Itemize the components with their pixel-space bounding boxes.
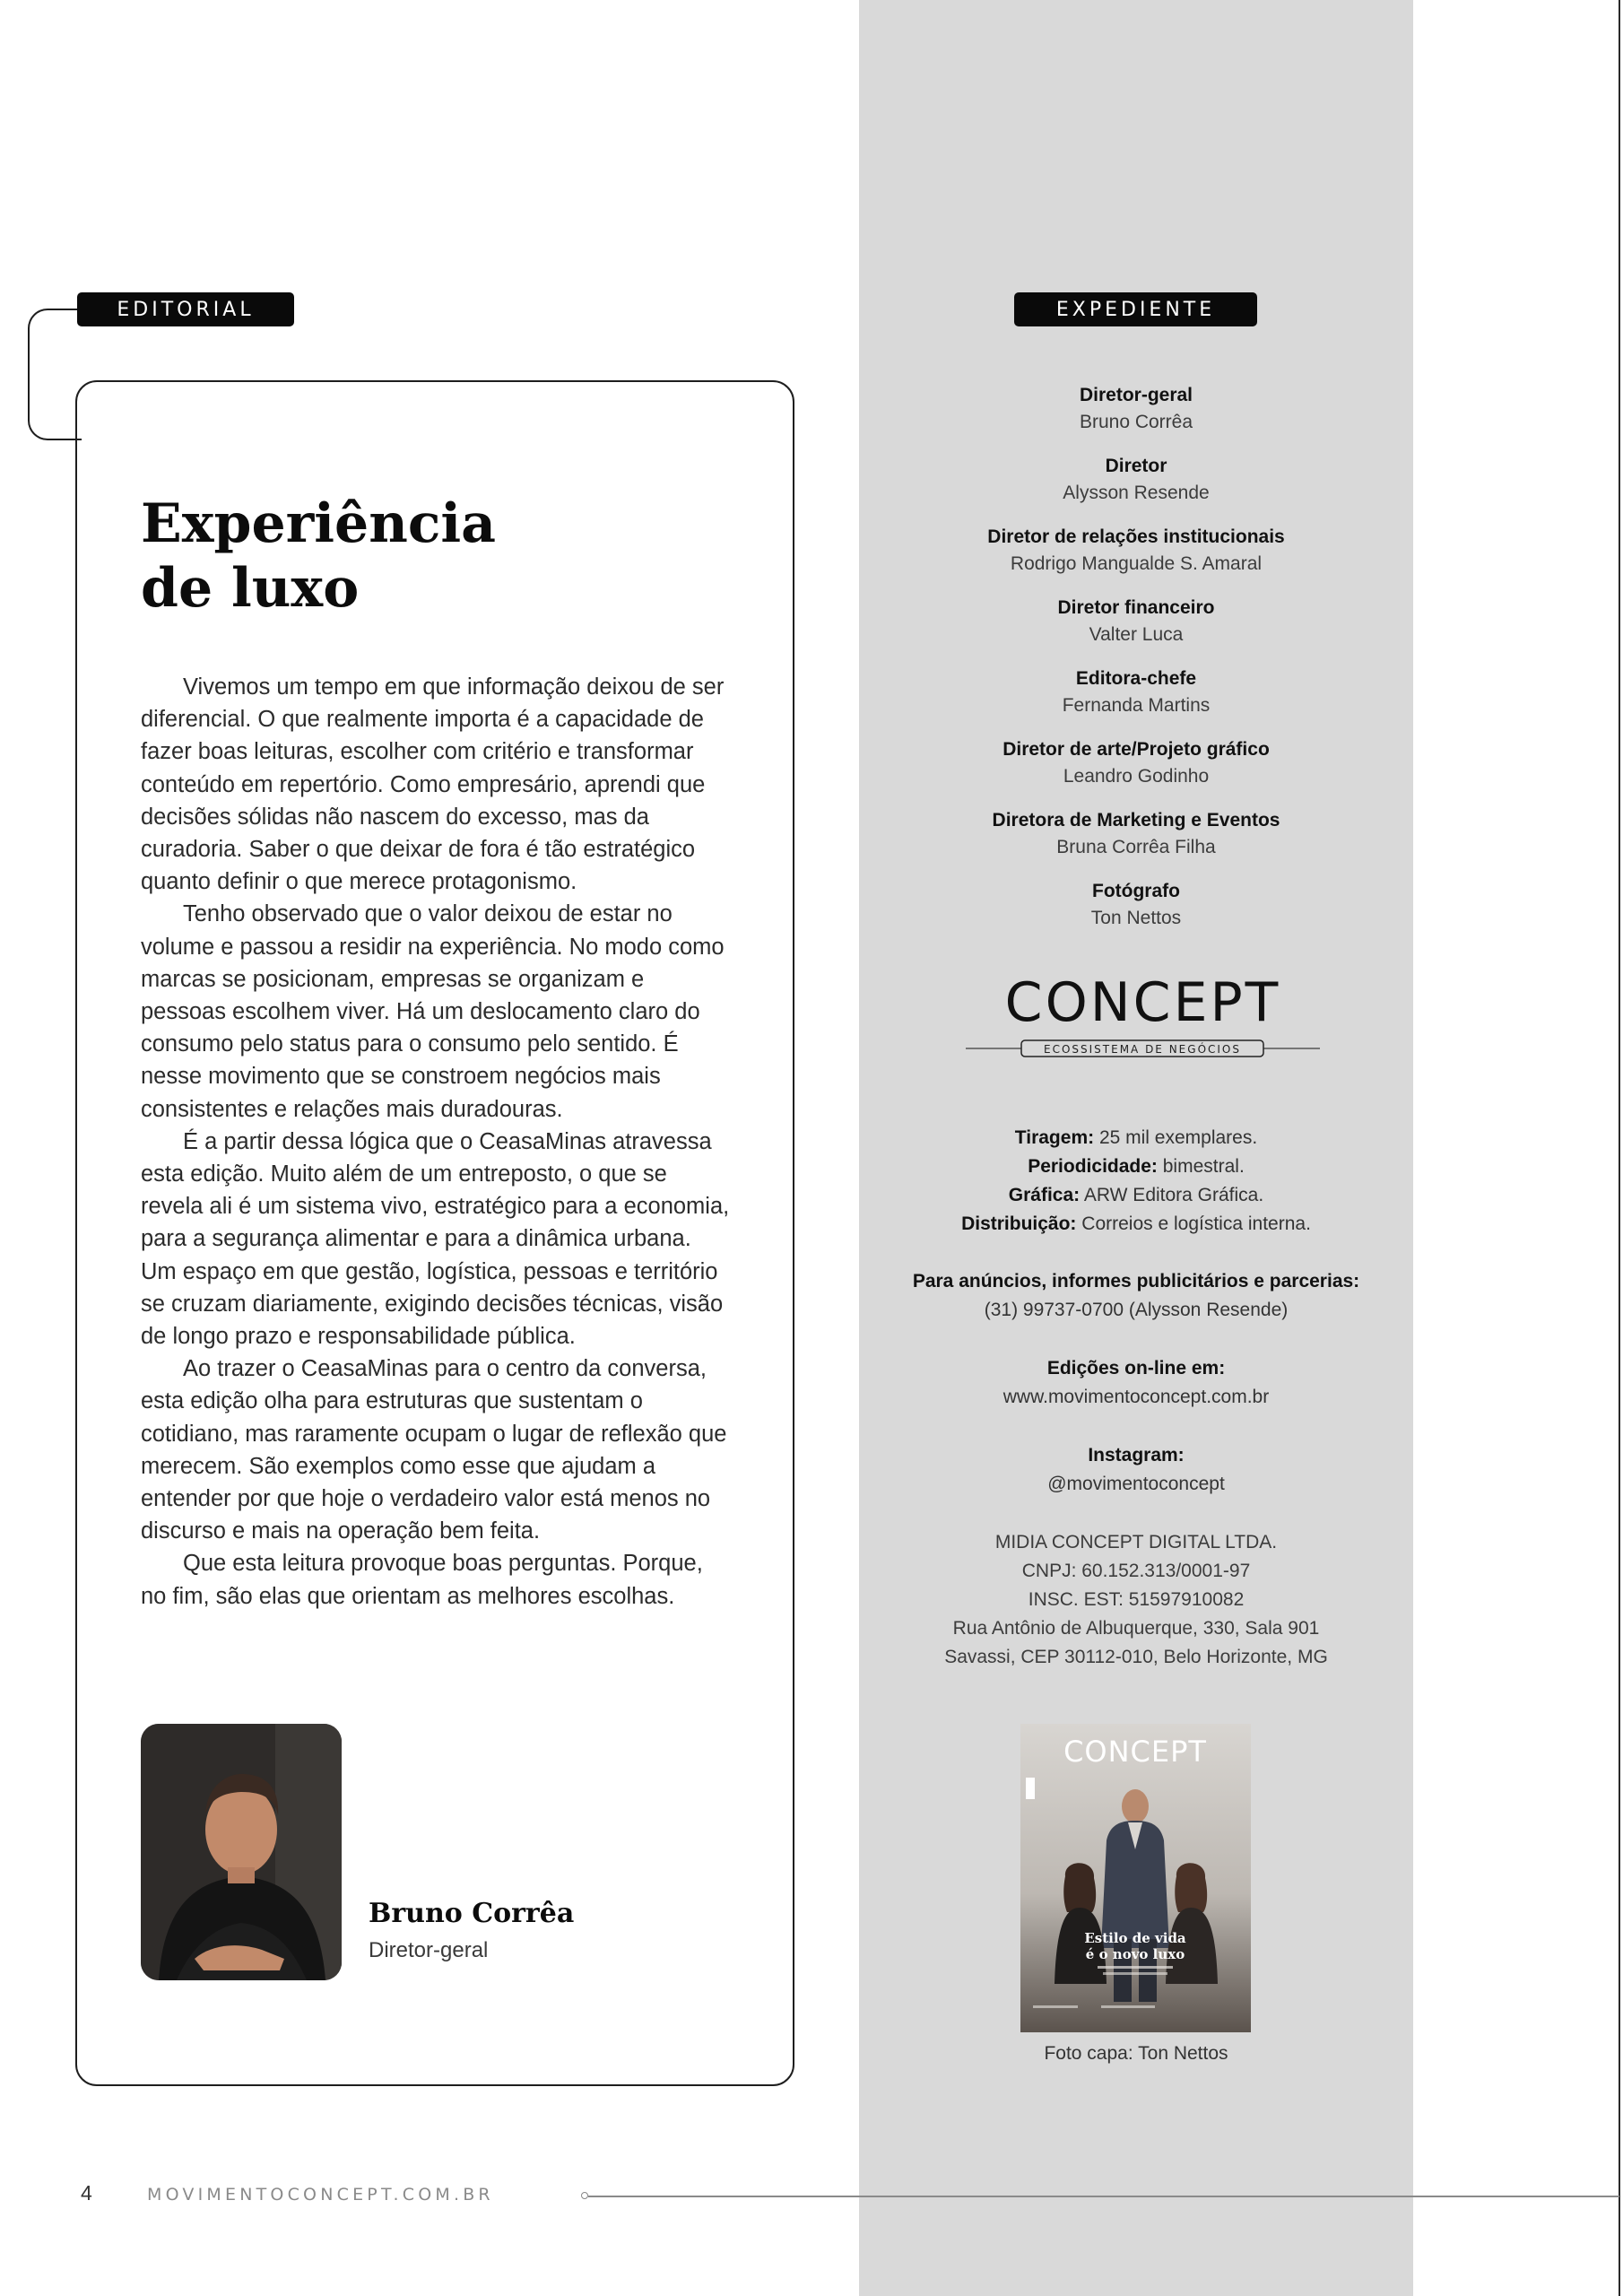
editorial-body xyxy=(141,671,733,1613)
credit-item xyxy=(859,878,1413,932)
instagram-block xyxy=(859,1441,1413,1499)
credit-person: Valter Luca xyxy=(1089,624,1184,645)
author-photo xyxy=(141,1724,342,1980)
company-line: CNPJ: 60.152.313/0001-97 xyxy=(1021,1561,1251,1581)
author-portrait-illustration xyxy=(141,1724,342,1980)
company-info xyxy=(859,1528,1413,1672)
editorial-bracket xyxy=(28,309,82,440)
cover-caption: Foto capa: Ton Nettos xyxy=(1044,2043,1228,2064)
page-number: 4 xyxy=(81,2181,92,2205)
footer-dot xyxy=(581,2192,588,2199)
editorial-title-line2: de luxo xyxy=(141,557,360,620)
publication-stats xyxy=(859,1124,1413,1239)
author-name: Bruno Corrêa xyxy=(369,1898,575,1929)
company-line: INSC. EST: 51597910082 xyxy=(1028,1589,1245,1610)
credit-role: Diretor de relações institucionais xyxy=(987,526,1285,547)
credit-person: Fernanda Martins xyxy=(1062,695,1211,716)
ads-label: Para anúncios, informes publicitários e parcerias: xyxy=(912,1271,1360,1292)
stat-value: ARW Editora Gráfica. xyxy=(1083,1185,1264,1205)
credit-person: Leandro Godinho xyxy=(1063,766,1210,787)
credit-item xyxy=(859,595,1413,648)
credit-role: Diretor financeiro xyxy=(1057,597,1215,618)
stat-label: Distribuição: xyxy=(961,1213,1077,1234)
online-editions xyxy=(859,1354,1413,1412)
credit-person: Bruna Corrêa Filha xyxy=(1056,837,1216,857)
company-line: Rua Antônio de Albuquerque, 330, Sala 901 xyxy=(952,1618,1320,1639)
credit-role: Diretor xyxy=(1105,456,1167,476)
credit-person: Rodrigo Mangualde S. Amaral xyxy=(1010,553,1263,574)
logo-subtext: ECOSSISTEMA DE NEGÓCIOS xyxy=(1043,1043,1242,1056)
company-line: Savassi, CEP 30112-010, Belo Horizonte, MG xyxy=(944,1647,1328,1667)
credit-item xyxy=(859,665,1413,719)
credit-person: Bruno Corrêa xyxy=(1079,412,1193,432)
credit-person: Ton Nettos xyxy=(1090,908,1182,928)
editorial-tag: EDITORIAL xyxy=(77,292,294,326)
stat-value: bimestral. xyxy=(1162,1156,1245,1177)
cover-headline-line1: Estilo de vida xyxy=(1084,1930,1186,1946)
credit-item xyxy=(859,382,1413,436)
editorial-paragraph: É a partir dessa lógica que o CeasaMinas atravessa esta edição. Muito além de um entreposto, o que se revela ali é um sistema vivo, estratégico para a economia, para a segurança alimentar e para a dinâmica urbana. Um espaço em que gestão, logística, pessoas e território se cruzam diariamente, exigindo decisões técnicas, visão de longo prazo e responsabilidade pública. xyxy=(141,1128,730,1350)
editorial-title xyxy=(141,491,768,621)
cover-headline-line2: é o novo luxo xyxy=(1085,1946,1185,1962)
footer-rule xyxy=(588,2196,1619,2197)
stat-value: 25 mil exemplares. xyxy=(1098,1127,1258,1148)
cover-illustration xyxy=(1020,1724,1251,2032)
credit-role: Diretora de Marketing e Eventos xyxy=(992,810,1280,831)
ads-phone: (31) 99737-0700 (Alysson Resende) xyxy=(984,1300,1289,1320)
online-url: www.movimentoconcept.com.br xyxy=(1002,1387,1270,1407)
credit-item xyxy=(859,736,1413,790)
ads-contact xyxy=(859,1267,1413,1325)
credit-role: Fotógrafo xyxy=(1092,881,1180,901)
magazine-cover xyxy=(1020,1724,1251,2032)
credit-item xyxy=(859,453,1413,507)
instagram-handle: @movimentoconcept xyxy=(1047,1474,1225,1494)
online-label: Edições on-line em: xyxy=(1046,1358,1226,1378)
credit-item xyxy=(859,807,1413,861)
expediente-tag: EXPEDIENTE xyxy=(1014,292,1257,326)
editorial-paragraph: Que esta leitura provoque boas perguntas. Porque, no fim, são elas que orientam as melhores escolhas. xyxy=(141,1551,703,1609)
stat-label: Gráfica: xyxy=(1008,1185,1081,1205)
editorial-title-line1: Experiência xyxy=(141,492,497,555)
logo-wordmark: CONCEPT xyxy=(1004,976,1281,1034)
credit-role: Diretor-geral xyxy=(1079,385,1193,405)
credits-list xyxy=(859,382,1413,949)
credit-item xyxy=(859,524,1413,578)
credit-role: Editora-chefe xyxy=(1075,668,1197,689)
instagram-label: Instagram: xyxy=(1088,1445,1185,1465)
cover-masthead: CONCEPT xyxy=(1063,1735,1207,1769)
stat-line xyxy=(859,1124,1413,1152)
author-role: Diretor-geral xyxy=(369,1938,489,1962)
editorial-paragraph: Tenho observado que o valor deixou de estar no volume e passou a residir na experiência. No modo como marcas se posicionam, empresas se organizam e pessoas escolhem viver. Há um deslocamento claro do consumo pelo status para o consumo pelo sentido. É nesse movimento que se constroem negócios mais consistentes e relações mais duradouras. xyxy=(141,901,725,1122)
page-edge-line xyxy=(1619,0,1620,2296)
stat-line xyxy=(859,1210,1413,1239)
footer-site-url: MOVIMENTOCONCEPT.COM.BR xyxy=(147,2185,494,2205)
stat-line xyxy=(859,1181,1413,1210)
stat-label: Periodicidade: xyxy=(1028,1156,1158,1177)
stat-line xyxy=(859,1152,1413,1181)
editorial-paragraph: Vivemos um tempo em que informação deixou de ser diferencial. O que realmente importa é a capacidade de fazer boas leituras, escolher com critério e transformar conteúdo em repertório. Como empresário, aprendi que decisões sólidas não nascem do excesso, mas da curadoria. Saber o que deixar de fora é tão estratégico quanto definir o que merece protagonismo. xyxy=(141,674,725,895)
stat-label: Tiragem: xyxy=(1014,1127,1095,1148)
credit-person: Alysson Resende xyxy=(1063,483,1210,503)
concept-logo xyxy=(966,976,1320,1065)
editorial-paragraph: Ao trazer o CeasaMinas para o centro da conversa, esta edição olha para estruturas que sustentam o cotidiano, mas raramente ocupam o lugar de reflexão que merecem. São exemplos como esse que ajudam a entender por que hoje o verdadeiro valor está menos no discurso e mais na operação bem feita. xyxy=(141,1356,727,1544)
credit-role: Diretor de arte/Projeto gráfico xyxy=(1002,739,1270,760)
concept-logo-mark xyxy=(966,976,1320,1065)
stat-value: Correios e logística interna. xyxy=(1081,1213,1311,1234)
company-line: MIDIA CONCEPT DIGITAL LTDA. xyxy=(994,1532,1278,1552)
